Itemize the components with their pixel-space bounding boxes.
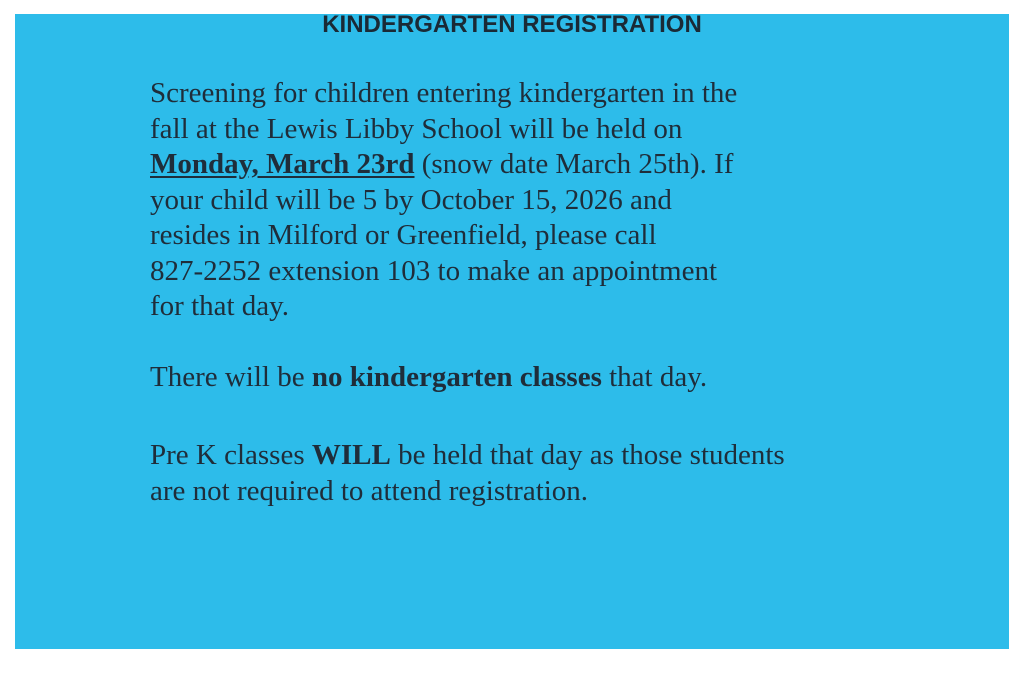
prek-paragraph — [150, 438, 950, 509]
prek-post: be held that day as those students — [390, 439, 785, 471]
no-classes-post: that day. — [601, 361, 708, 393]
paragraph-line: fall at the Lewis Libby School will be held on — [150, 112, 683, 145]
no-classes-paragraph — [150, 360, 910, 396]
paragraph-line — [150, 438, 950, 474]
snow-date-text: (snow date March 25th). If — [414, 148, 734, 180]
paragraph-line: your child will be 5 by October 15, 2026 and — [150, 183, 672, 216]
paragraph-line: Screening for children entering kindergarten in the — [150, 77, 738, 109]
screening-paragraph — [150, 76, 890, 325]
registration-flyer — [15, 14, 1009, 649]
phone-line: 827-2252 extension 103 to make an appointment — [150, 254, 718, 287]
paragraph-line: are not required to attend registration. — [150, 474, 589, 507]
paragraph-line — [150, 360, 910, 396]
paragraph-line: resides in Milford or Greenfield, please call — [150, 219, 657, 251]
paragraph-line: for that day. — [150, 290, 290, 322]
flyer-title: KINDERGARTEN REGISTRATION — [322, 14, 702, 38]
paragraph-line — [150, 147, 890, 183]
prek-pre: Pre K classes — [150, 439, 312, 471]
no-classes-emphasis: no kindergarten classes — [311, 361, 602, 393]
prek-emphasis: WILL — [311, 439, 391, 471]
screening-date: Monday, March 23rd — [150, 148, 415, 180]
no-classes-pre: There will be — [150, 361, 312, 393]
